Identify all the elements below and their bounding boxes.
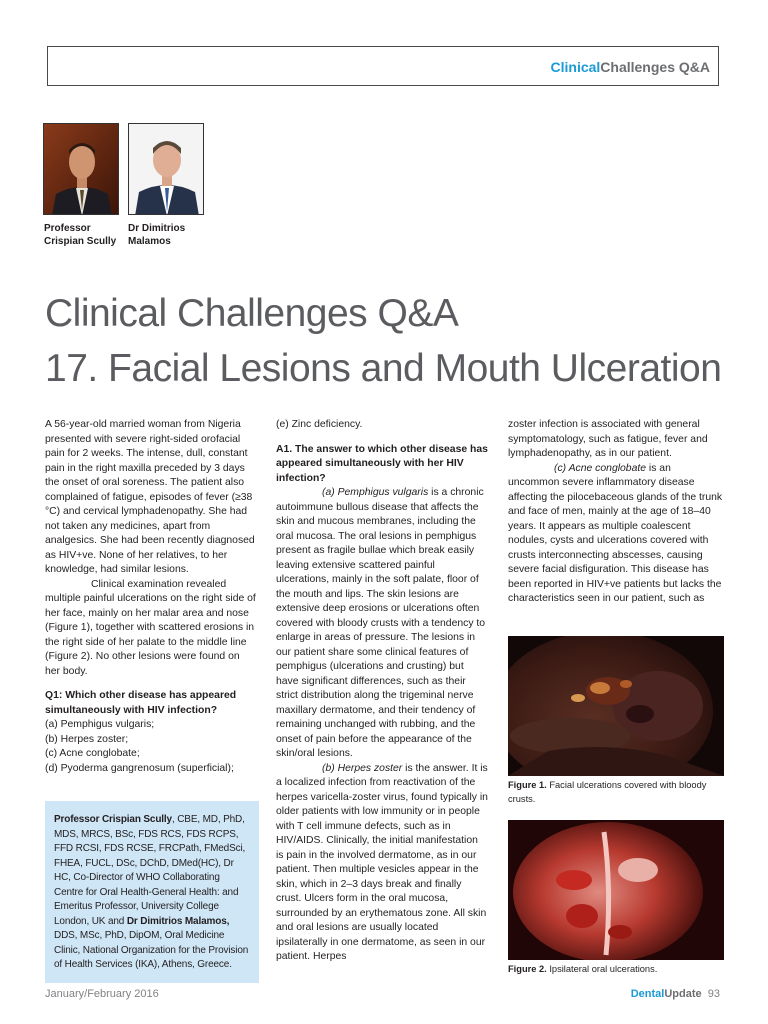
answer-a-label: (a) Pemphigus vulgaris [322, 487, 429, 498]
figure-2-text: Ipsilateral oral ulcerations. [546, 964, 658, 974]
figure-2-caption [508, 963, 726, 977]
author-name-malamos: Dr Dimitrios Malamos [128, 223, 186, 247]
column-1 [45, 418, 257, 776]
answer-a-text: is a chronic autoimmune bullous disease that affects the skin and mucous membranes, including the oral mucosa. The oral lesions in pemphigus present as fragile bullae which break easily leaving extensive scattered painful ulcerations, mainly in the soft palate, floor of the mouth and lips. The skin lesions are extensive deep erosions or ulcerations often covered with bloody crusts with a tendency to enlarge in areas of pressure. The lesions in our patient share some clinical features of pemphigus (ulcerations and crusting) but have significant differences, such as their strict distribution along the trigeminal nerve maxillary dermatome, and their tendency of remaining unchanged with rubbing, and the onset of pain before the appearance of the skin/oral lesions. [276, 487, 486, 759]
author-bio-box [45, 801, 259, 983]
brand-clinical: Clinical [550, 59, 601, 75]
answer-c-label: (c) Acne conglobate [554, 462, 647, 474]
column-2 [276, 418, 488, 965]
answer-a [276, 486, 488, 762]
case-presentation: A 56-year-old married woman from Nigeria presented with severe right-sided orofacial pain for 2 weeks. The intense, dull, constant pain in the right maxilla preceded by 3 days the onset of oral soreness. The patient also complained of fatigue, episodes of fever (≥38 °C) and cervical lymphadenopathy. She had not taken any medicines, apart from analgesics. She had been recently diagnosed as HIV+ve. None of her relatives, to her knowledge, had similar lesions. [45, 419, 255, 575]
bio-name-malamos: Dr Dimitrios Malamos, [126, 915, 230, 927]
clinical-examination: Clinical examination revealed multiple painful ulcerations on the right side of her face, mainly on her malar area and nose (Figure 1), together with scattered erosions in the right side of her palate to the middle line (Figure 2). No other lesions were found on her body. [45, 578, 256, 677]
bio-text-scully: , CBE, MD, PhD, MDS, MRCS, BSc, FDS RCS, FDS RCPS, FFD RCSI, FDS RCSE, FRCPath, FMedSci, FHEA, FUCL, DSc, DChD, DMed(HC), Dr HC, Co-Director of WHO Collaborating Centre for Oral Health-General Health: and Emeritus Professor, University College London, UK and [54, 814, 246, 927]
option-d: (d) Pyoderma gangrenosum (superficial); [45, 762, 234, 774]
figure-2-image [508, 820, 724, 960]
footer-brand-update: Update [664, 988, 702, 1000]
figure-1-caption [508, 779, 726, 806]
figure-2-label: Figure 2. [508, 964, 547, 974]
figure-1-text: Facial ulcerations covered with bloody crusts. [508, 780, 707, 804]
author-name-scully: Professor Crispian Scully [44, 223, 117, 247]
page-title-article: 17. Facial Lesions and Mouth Ulceration [45, 347, 722, 390]
footer-date: January/February 2016 [45, 988, 159, 1000]
answer-c [508, 462, 723, 607]
herpes-continuation: zoster infection is associated with general symptomatology, such as fatigue, fever and lymphadenopathy, as in our patient. [508, 419, 708, 459]
page-title-series: Clinical Challenges Q&A [45, 292, 459, 335]
figure-1-label: Figure 1. [508, 780, 547, 790]
section-brand [551, 59, 711, 75]
option-e: (e) Zinc deficiency. [276, 419, 363, 430]
column-3 [508, 418, 723, 607]
answer-1-heading: A1. The answer to which other disease has appeared simultaneously with her HIV infection? [276, 443, 488, 484]
question-1: Q1: Which other disease has appeared simultaneously with HIV infection? [45, 690, 237, 716]
answer-b-text: is the answer. It is a localized infection from reactivation of the herpes varicella-zoster virus, found typically in older patients with low immunity or in people with T cell immune defects, such as in HIV/AIDS. Clinically, the initial manifestation is pain in the involved dermatome, as in our patient. Then multiple vesicles appear in the skin, which in 2–3 days break and finally crust. Ulcers form in the oral mucosa, surrounded by an erythematous zone. All skin and oral lesions are usually located ipsilaterally in one dermatome, as seen in our patient. Herpes [276, 762, 488, 962]
answer-b-label: (b) Herpes zoster [322, 762, 403, 774]
brand-challenges: Challenges Q&A [600, 59, 710, 75]
answer-c-text: is an uncommon severe inflammatory disease affecting the pilocebaceous glands of the trunk and face of men, mainly at the age of 18–40 years. It appears as multiple coalescent nodules, cysts and ulcerations covered with crusts interconnecting abscesses, causing severe facial disfiguration. This disease has been reported in HIV+ve patients but lacks the characteristics seen in our patient, such as [508, 462, 723, 604]
option-c: (c) Acne conglobate; [45, 748, 140, 759]
answer-b [276, 762, 488, 965]
bio-text-malamos: DDS, MSc, PhD, DipOM, Oral Medicine Clinic, National Organization for the Provision of Health Services (IKA), Athens, Greece. [54, 930, 249, 970]
bio-name-scully: Professor Crispian Scully [54, 814, 172, 825]
footer-brand-dental: Dental [630, 988, 665, 1000]
figure-1-image [508, 636, 724, 776]
header-box [47, 46, 719, 86]
page-number: 93 [707, 988, 720, 1000]
footer-journal [631, 988, 720, 1000]
option-b: (b) Herpes zoster; [45, 733, 129, 745]
option-a: (a) Pemphigus vulgaris; [45, 719, 155, 730]
author-photo-scully [43, 123, 119, 215]
author-photo-malamos [128, 123, 204, 215]
